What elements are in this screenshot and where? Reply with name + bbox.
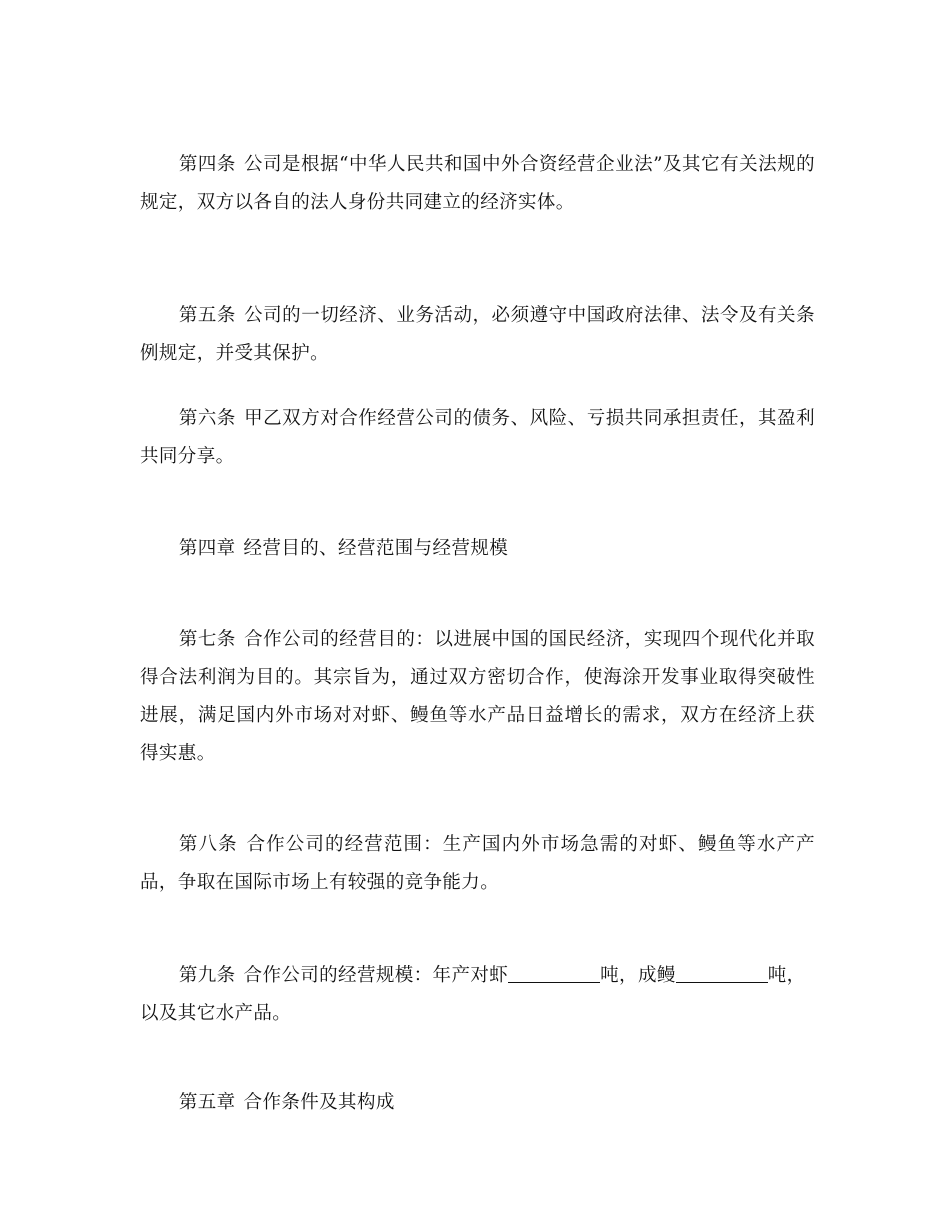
- article-7-text: 合作公司的经营目的：以进展中国的国民经济，实现四个现代化并取得合法利润为目的。其宗旨为，通过双方密切合作，使海涂开发事业取得突破性进展，满足国内外市场对对虾、鳗鱼等水产品日益增长的需求，双方在经济上获得实惠。: [140, 629, 815, 764]
- chapter-5-heading: [140, 1084, 815, 1122]
- chapter-4-title: 经营目的、经营范围与经营规模: [243, 538, 509, 559]
- eel-tonnage-blank: [676, 964, 768, 984]
- article-8-label: 第八条: [178, 834, 238, 855]
- article-4-text: 公司是根据“中华人民共和国中外合资经营企业法”及其它有关法规的规定，双方以各自的法人身份共同建立的经济实体。: [140, 154, 815, 213]
- article-7-paragraph: [140, 621, 815, 773]
- article-5-text: 公司的一切经济、业务活动，必须遵守中国政府法律、法令及有关条例规定，并受其保护。: [140, 305, 815, 364]
- article-6-paragraph: [140, 400, 815, 476]
- article-8-text: 合作公司的经营范围：生产国内外市场急需的对虾、鳗鱼等水产产品，争取在国际市场上有较强的竞争能力。: [140, 834, 815, 893]
- shrimp-tonnage-blank: [508, 964, 600, 984]
- article-4-paragraph: [140, 146, 815, 222]
- article-4-label: 第四条: [178, 154, 236, 175]
- article-7-label: 第七条: [178, 629, 236, 650]
- article-9-label: 第九条: [178, 965, 236, 986]
- article-9-text-4: 以及其它水产品。: [140, 1003, 292, 1024]
- article-5-paragraph: [140, 297, 815, 373]
- article-9-text-3: 吨，: [767, 965, 806, 986]
- chapter-5-title: 合作条件及其构成: [243, 1092, 395, 1113]
- article-6-label: 第六条: [178, 408, 236, 429]
- article-9-text-2: 吨，成鳗: [600, 965, 676, 986]
- article-9-text-1: 合作公司的经营规模：年产对虾: [243, 965, 509, 986]
- chapter-5-label: 第五章: [178, 1092, 236, 1113]
- article-5-label: 第五条: [178, 305, 236, 326]
- chapter-4-heading: [140, 530, 815, 568]
- article-8-paragraph: [140, 826, 815, 902]
- article-9-paragraph: [140, 957, 815, 1033]
- chapter-4-label: 第四章: [178, 538, 236, 559]
- article-6-text: 甲乙双方对合作经营公司的债务、风险、亏损共同承担责任，其盈利共同分享。: [140, 408, 815, 467]
